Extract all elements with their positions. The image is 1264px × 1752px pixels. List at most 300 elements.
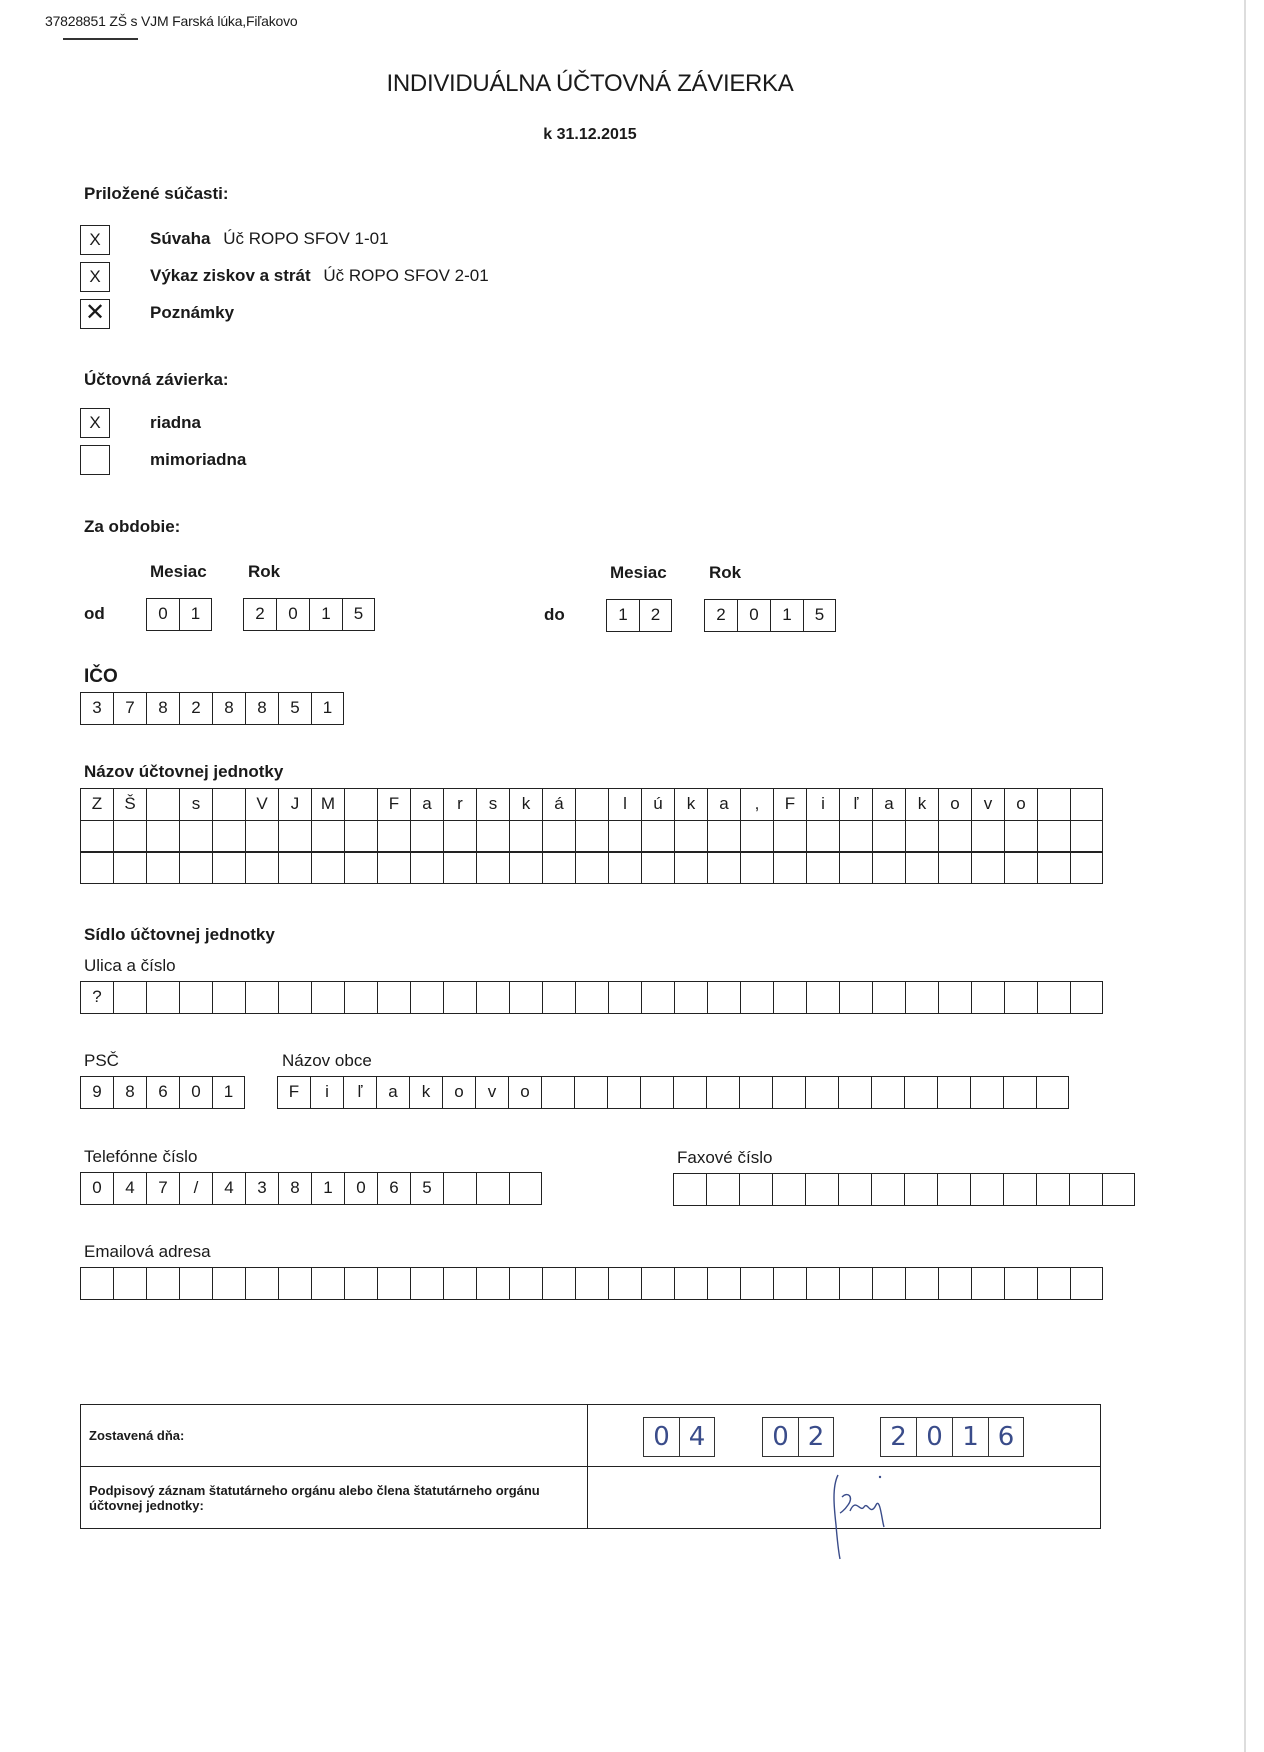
char-cell[interactable] — [871, 1173, 904, 1206]
char-cell[interactable]: F — [277, 1076, 310, 1109]
char-cell[interactable] — [113, 851, 146, 884]
checkbox-mimoriadna[interactable] — [80, 445, 110, 475]
char-cell[interactable] — [905, 820, 938, 853]
char-cell[interactable] — [377, 820, 410, 853]
char-cell[interactable] — [278, 820, 311, 853]
char-cell[interactable] — [740, 981, 773, 1014]
digit-cell[interactable]: 0 — [762, 1417, 798, 1457]
digit-cell[interactable]: 2 — [798, 1417, 834, 1457]
char-cell[interactable]: 6 — [377, 1172, 410, 1205]
char-cell[interactable]: 3 — [245, 1172, 278, 1205]
entity-name-grid[interactable] — [80, 788, 1103, 884]
char-cell[interactable]: 0 — [179, 1076, 212, 1109]
char-cell[interactable] — [904, 1076, 937, 1109]
to-year-field[interactable] — [704, 599, 836, 632]
digit-cell[interactable]: 2 — [880, 1417, 916, 1457]
from-month-label: Mesiac — [150, 562, 207, 581]
char-cell[interactable] — [839, 820, 872, 853]
char-cell[interactable] — [1036, 1076, 1069, 1109]
char-cell[interactable]: l — [608, 788, 641, 821]
char-cell[interactable]: i — [806, 788, 839, 821]
char-cell[interactable] — [344, 788, 377, 821]
char-cell[interactable] — [1070, 981, 1103, 1014]
char-cell[interactable] — [905, 851, 938, 884]
char-cell[interactable]: ? — [80, 981, 113, 1014]
char-cell[interactable] — [740, 820, 773, 853]
digit-cell[interactable]: 0 — [737, 599, 770, 632]
char-cell[interactable] — [509, 981, 542, 1014]
attachment-note: Úč ROPO SFOV 1-01 — [223, 229, 389, 248]
char-cell[interactable]: a — [410, 788, 443, 821]
char-cell[interactable]: i — [310, 1076, 343, 1109]
char-cell[interactable] — [806, 851, 839, 884]
closing-heading: Účtovná závierka: — [84, 370, 229, 389]
digit-cell[interactable]: 8 — [245, 692, 278, 725]
char-cell[interactable]: , — [740, 788, 773, 821]
char-cell[interactable] — [805, 1173, 838, 1206]
char-cell[interactable]: ľ — [343, 1076, 376, 1109]
compiled-year[interactable] — [880, 1417, 1024, 1457]
char-cell[interactable] — [838, 1076, 871, 1109]
char-cell[interactable] — [707, 981, 740, 1014]
digit-cell[interactable]: 1 — [311, 692, 344, 725]
char-cell[interactable]: o — [938, 788, 971, 821]
checkbox-poznamky[interactable]: ✕ — [80, 299, 110, 329]
char-cell[interactable] — [1003, 1076, 1036, 1109]
char-cell[interactable] — [476, 1172, 509, 1205]
char-cell[interactable] — [443, 851, 476, 884]
char-cell[interactable] — [575, 1267, 608, 1300]
document-title: INDIVIDUÁLNA ÚČTOVNÁ ZÁVIERKA — [386, 70, 794, 97]
char-cell[interactable] — [476, 1267, 509, 1300]
char-cell[interactable] — [674, 820, 707, 853]
char-cell[interactable]: V — [245, 788, 278, 821]
char-cell[interactable]: s — [476, 788, 509, 821]
digit-cell[interactable]: 1 — [952, 1417, 988, 1457]
char-cell[interactable] — [971, 851, 1004, 884]
char-cell[interactable] — [212, 1267, 245, 1300]
char-cell[interactable] — [1070, 851, 1103, 884]
char-cell[interactable] — [443, 981, 476, 1014]
char-cell[interactable] — [607, 1076, 640, 1109]
to-month-label: Mesiac — [610, 563, 667, 582]
entity-name-row-3[interactable] — [80, 851, 1103, 884]
char-cell[interactable] — [608, 851, 641, 884]
char-cell[interactable] — [739, 1173, 772, 1206]
handwritten-signature — [818, 1467, 908, 1567]
char-cell[interactable]: a — [707, 788, 740, 821]
char-cell[interactable] — [707, 820, 740, 853]
char-cell[interactable] — [575, 820, 608, 853]
char-cell[interactable] — [772, 1173, 805, 1206]
compiled-date-cell[interactable] — [588, 1405, 1101, 1467]
from-year-label: Rok — [248, 562, 281, 581]
from-label: od — [84, 604, 105, 623]
char-cell[interactable] — [872, 1267, 905, 1300]
char-cell[interactable]: o — [1004, 788, 1037, 821]
psc-label: PSČ — [84, 1051, 119, 1070]
digit-cell[interactable]: 2 — [243, 598, 276, 631]
signature-cell[interactable] — [588, 1467, 1101, 1529]
char-cell[interactable] — [311, 981, 344, 1014]
digit-cell[interactable]: 1 — [179, 598, 212, 631]
char-cell[interactable] — [146, 820, 179, 853]
char-cell[interactable] — [113, 981, 146, 1014]
char-cell[interactable] — [608, 1267, 641, 1300]
digit-cell[interactable]: 2 — [639, 599, 672, 632]
entity-name-label: Názov účtovnej jednotky — [84, 762, 284, 781]
char-cell[interactable]: ľ — [839, 788, 872, 821]
char-cell[interactable] — [805, 1076, 838, 1109]
char-cell[interactable]: 9 — [80, 1076, 113, 1109]
char-cell[interactable] — [212, 981, 245, 1014]
entity-name-row-1[interactable] — [80, 788, 1103, 821]
char-cell[interactable] — [1003, 1173, 1036, 1206]
char-cell[interactable]: 1 — [212, 1076, 245, 1109]
char-cell[interactable] — [344, 1267, 377, 1300]
char-cell[interactable]: ú — [641, 788, 674, 821]
char-cell[interactable] — [740, 1267, 773, 1300]
char-cell[interactable] — [443, 1267, 476, 1300]
char-cell[interactable] — [278, 851, 311, 884]
fax-field[interactable] — [673, 1173, 1135, 1206]
email-field[interactable] — [80, 1267, 1103, 1300]
char-cell[interactable] — [476, 981, 509, 1014]
digit-cell[interactable]: 4 — [679, 1417, 715, 1457]
checkbox-vykaz[interactable]: X — [80, 262, 110, 292]
char-cell[interactable] — [80, 851, 113, 884]
compiled-day[interactable] — [643, 1417, 715, 1457]
char-cell[interactable] — [839, 1267, 872, 1300]
char-cell[interactable] — [146, 788, 179, 821]
char-cell[interactable]: r — [443, 788, 476, 821]
fax-label: Faxové číslo — [677, 1148, 773, 1167]
closing-label-riadna: riadna — [150, 413, 202, 432]
char-cell[interactable] — [806, 1267, 839, 1300]
period-heading: Za obdobie: — [84, 517, 181, 536]
char-cell[interactable]: k — [905, 788, 938, 821]
document-date: k 31.12.2015 — [543, 126, 637, 143]
char-cell[interactable] — [542, 820, 575, 853]
signature-label: Podpisový záznam štatutárneho orgánu alebo člena štatutárneho orgánu účtovnej jednotky: — [81, 1467, 588, 1529]
char-cell[interactable] — [739, 1076, 772, 1109]
char-cell[interactable]: 8 — [113, 1076, 146, 1109]
char-cell[interactable]: J — [278, 788, 311, 821]
char-cell[interactable] — [245, 981, 278, 1014]
char-cell[interactable] — [179, 981, 212, 1014]
char-cell[interactable] — [706, 1173, 739, 1206]
char-cell[interactable] — [542, 1267, 575, 1300]
char-cell[interactable]: a — [376, 1076, 409, 1109]
char-cell[interactable] — [938, 851, 971, 884]
char-cell[interactable]: k — [409, 1076, 442, 1109]
char-cell[interactable] — [179, 820, 212, 853]
phone-field[interactable] — [80, 1172, 542, 1205]
char-cell[interactable] — [1037, 981, 1070, 1014]
char-cell[interactable] — [905, 981, 938, 1014]
char-cell[interactable] — [311, 820, 344, 853]
char-cell[interactable] — [674, 1267, 707, 1300]
char-cell[interactable] — [476, 851, 509, 884]
char-cell[interactable] — [772, 1076, 805, 1109]
char-cell[interactable] — [905, 1267, 938, 1300]
char-cell[interactable] — [806, 820, 839, 853]
compiled-label: Zostavená dňa: — [81, 1405, 588, 1467]
char-cell[interactable] — [278, 981, 311, 1014]
char-cell[interactable] — [245, 851, 278, 884]
char-cell[interactable] — [938, 981, 971, 1014]
char-cell[interactable] — [311, 1267, 344, 1300]
char-cell[interactable]: Z — [80, 788, 113, 821]
char-cell[interactable] — [938, 1267, 971, 1300]
char-cell[interactable] — [212, 820, 245, 853]
char-cell[interactable] — [443, 1172, 476, 1205]
header-underline — [63, 38, 138, 40]
digit-cell[interactable]: 8 — [146, 692, 179, 725]
digit-cell[interactable]: 0 — [916, 1417, 952, 1457]
char-cell[interactable] — [971, 981, 1004, 1014]
attachment-label: Poznámky — [150, 303, 235, 322]
char-cell[interactable] — [1004, 851, 1037, 884]
char-cell[interactable]: s — [179, 788, 212, 821]
char-cell[interactable]: 0 — [344, 1172, 377, 1205]
char-cell[interactable] — [608, 820, 641, 853]
char-cell[interactable] — [278, 1267, 311, 1300]
char-cell[interactable] — [641, 1267, 674, 1300]
char-cell[interactable] — [706, 1076, 739, 1109]
char-cell[interactable] — [970, 1173, 1003, 1206]
street-field[interactable] — [80, 981, 1103, 1014]
char-cell[interactable] — [377, 851, 410, 884]
char-cell[interactable] — [740, 851, 773, 884]
char-cell[interactable]: 1 — [311, 1172, 344, 1205]
digit-cell[interactable]: 5 — [342, 598, 375, 631]
char-cell[interactable] — [773, 820, 806, 853]
char-cell[interactable] — [839, 981, 872, 1014]
char-cell[interactable] — [575, 981, 608, 1014]
char-cell[interactable] — [806, 981, 839, 1014]
char-cell[interactable] — [773, 981, 806, 1014]
char-cell[interactable] — [344, 851, 377, 884]
char-cell[interactable] — [509, 820, 542, 853]
char-cell[interactable] — [245, 1267, 278, 1300]
char-cell[interactable] — [773, 1267, 806, 1300]
char-cell[interactable] — [674, 851, 707, 884]
char-cell[interactable] — [410, 981, 443, 1014]
char-cell[interactable] — [212, 851, 245, 884]
char-cell[interactable] — [377, 981, 410, 1014]
char-cell[interactable]: 5 — [410, 1172, 443, 1205]
entity-name-row-2[interactable] — [80, 820, 1103, 853]
char-cell[interactable] — [1070, 788, 1103, 821]
scan-edge — [1244, 0, 1246, 1752]
char-cell[interactable]: 8 — [278, 1172, 311, 1205]
char-cell[interactable] — [838, 1173, 871, 1206]
char-cell[interactable] — [971, 1267, 1004, 1300]
char-cell[interactable]: Š — [113, 788, 146, 821]
attachment-label: Výkaz ziskov a strát — [150, 266, 311, 285]
char-cell[interactable] — [344, 981, 377, 1014]
char-cell[interactable] — [575, 788, 608, 821]
char-cell[interactable] — [377, 1267, 410, 1300]
char-cell[interactable]: 6 — [146, 1076, 179, 1109]
char-cell[interactable] — [673, 1076, 706, 1109]
attachment-label: Súvaha — [150, 229, 211, 248]
char-cell[interactable]: M — [311, 788, 344, 821]
char-cell[interactable] — [872, 981, 905, 1014]
char-cell[interactable] — [541, 1076, 574, 1109]
to-label: do — [544, 605, 565, 624]
char-cell[interactable] — [872, 820, 905, 853]
attachment-item — [150, 303, 234, 323]
digit-cell[interactable]: 0 — [643, 1417, 679, 1457]
char-cell[interactable] — [542, 851, 575, 884]
to-year-label: Rok — [709, 563, 742, 582]
ico-field[interactable] — [80, 692, 344, 725]
char-cell[interactable] — [707, 851, 740, 884]
address-heading: Sídlo účtovnej jednotky — [84, 925, 275, 944]
char-cell[interactable] — [673, 1173, 706, 1206]
signature-table — [80, 1404, 1101, 1529]
char-cell[interactable] — [937, 1076, 970, 1109]
digit-cell[interactable]: 8 — [212, 692, 245, 725]
char-cell[interactable] — [410, 851, 443, 884]
char-cell[interactable]: F — [377, 788, 410, 821]
attachments-heading: Priložené súčasti: — [84, 184, 229, 203]
char-cell[interactable] — [872, 851, 905, 884]
char-cell[interactable]: k — [674, 788, 707, 821]
char-cell[interactable] — [1036, 1173, 1069, 1206]
digit-cell[interactable]: 1 — [309, 598, 342, 631]
checkbox-riadna[interactable]: X — [80, 408, 110, 438]
char-cell[interactable] — [1004, 981, 1037, 1014]
char-cell[interactable] — [773, 851, 806, 884]
char-cell[interactable]: o — [442, 1076, 475, 1109]
char-cell[interactable] — [1004, 1267, 1037, 1300]
char-cell[interactable] — [937, 1173, 970, 1206]
char-cell[interactable] — [509, 851, 542, 884]
digit-cell[interactable]: 6 — [988, 1417, 1024, 1457]
char-cell[interactable]: F — [773, 788, 806, 821]
char-cell[interactable]: 4 — [113, 1172, 146, 1205]
char-cell[interactable] — [1070, 820, 1103, 853]
char-cell[interactable]: 0 — [80, 1172, 113, 1205]
char-cell[interactable] — [608, 981, 641, 1014]
digit-cell[interactable]: 5 — [803, 599, 836, 632]
char-cell[interactable] — [212, 788, 245, 821]
char-cell[interactable]: / — [179, 1172, 212, 1205]
char-cell[interactable] — [641, 981, 674, 1014]
digit-cell[interactable]: 1 — [770, 599, 803, 632]
from-year-field[interactable] — [243, 598, 375, 631]
char-cell[interactable] — [410, 1267, 443, 1300]
digit-cell[interactable]: 7 — [113, 692, 146, 725]
char-cell[interactable] — [641, 851, 674, 884]
char-cell[interactable] — [146, 1267, 179, 1300]
compiled-month[interactable] — [762, 1417, 834, 1457]
char-cell[interactable]: á — [542, 788, 575, 821]
checkbox-suvaha[interactable]: X — [80, 225, 110, 255]
digit-cell[interactable]: 2 — [179, 692, 212, 725]
char-cell[interactable] — [575, 851, 608, 884]
char-cell[interactable]: a — [872, 788, 905, 821]
city-label: Názov obce — [282, 1051, 372, 1070]
char-cell[interactable] — [146, 981, 179, 1014]
char-cell[interactable] — [1004, 820, 1037, 853]
char-cell[interactable] — [971, 820, 1004, 853]
char-cell[interactable] — [80, 820, 113, 853]
char-cell[interactable]: 7 — [146, 1172, 179, 1205]
char-cell[interactable] — [1037, 851, 1070, 884]
char-cell[interactable] — [410, 820, 443, 853]
char-cell[interactable] — [1070, 1267, 1103, 1300]
char-cell[interactable] — [443, 820, 476, 853]
char-cell[interactable] — [476, 820, 509, 853]
attachment-note: Úč ROPO SFOV 2-01 — [323, 266, 489, 285]
digit-cell[interactable]: 5 — [278, 692, 311, 725]
char-cell[interactable] — [113, 820, 146, 853]
char-cell[interactable] — [146, 851, 179, 884]
char-cell[interactable] — [938, 820, 971, 853]
char-cell[interactable] — [641, 820, 674, 853]
to-month-field[interactable] — [606, 599, 672, 632]
char-cell[interactable]: v — [971, 788, 1004, 821]
street-label: Ulica a číslo — [84, 956, 176, 975]
header-note: 37828851 ZŠ s VJM Farská lúka,Fiľakovo — [45, 13, 298, 29]
char-cell[interactable] — [640, 1076, 673, 1109]
email-label: Emailová adresa — [84, 1242, 211, 1261]
char-cell[interactable]: 4 — [212, 1172, 245, 1205]
char-cell[interactable] — [179, 1267, 212, 1300]
char-cell[interactable] — [80, 1267, 113, 1300]
char-cell[interactable] — [674, 981, 707, 1014]
char-cell[interactable] — [839, 851, 872, 884]
char-cell[interactable] — [1069, 1173, 1102, 1206]
ico-label: IČO — [84, 666, 118, 687]
char-cell[interactable]: k — [509, 788, 542, 821]
char-cell[interactable] — [245, 820, 278, 853]
char-cell[interactable] — [509, 1267, 542, 1300]
char-cell[interactable] — [542, 981, 575, 1014]
phone-label: Telefónne číslo — [84, 1147, 198, 1166]
char-cell[interactable] — [179, 851, 212, 884]
char-cell[interactable] — [509, 1172, 542, 1205]
char-cell[interactable]: o — [508, 1076, 541, 1109]
char-cell[interactable] — [1037, 1267, 1070, 1300]
city-field[interactable] — [277, 1076, 1069, 1109]
digit-cell[interactable]: 0 — [146, 598, 179, 631]
char-cell[interactable]: v — [475, 1076, 508, 1109]
char-cell[interactable] — [311, 851, 344, 884]
char-cell[interactable] — [113, 1267, 146, 1300]
char-cell[interactable] — [707, 1267, 740, 1300]
char-cell[interactable] — [1102, 1173, 1135, 1206]
psc-field[interactable] — [80, 1076, 245, 1109]
char-cell[interactable] — [344, 820, 377, 853]
char-cell[interactable] — [871, 1076, 904, 1109]
from-month-field[interactable] — [146, 598, 212, 631]
digit-cell[interactable]: 0 — [276, 598, 309, 631]
char-cell[interactable] — [1037, 820, 1070, 853]
char-cell[interactable] — [970, 1076, 1003, 1109]
attachment-item — [150, 229, 389, 249]
char-cell[interactable] — [574, 1076, 607, 1109]
char-cell[interactable] — [904, 1173, 937, 1206]
digit-cell[interactable]: 1 — [606, 599, 639, 632]
digit-cell[interactable]: 2 — [704, 599, 737, 632]
digit-cell[interactable]: 3 — [80, 692, 113, 725]
char-cell[interactable] — [1037, 788, 1070, 821]
